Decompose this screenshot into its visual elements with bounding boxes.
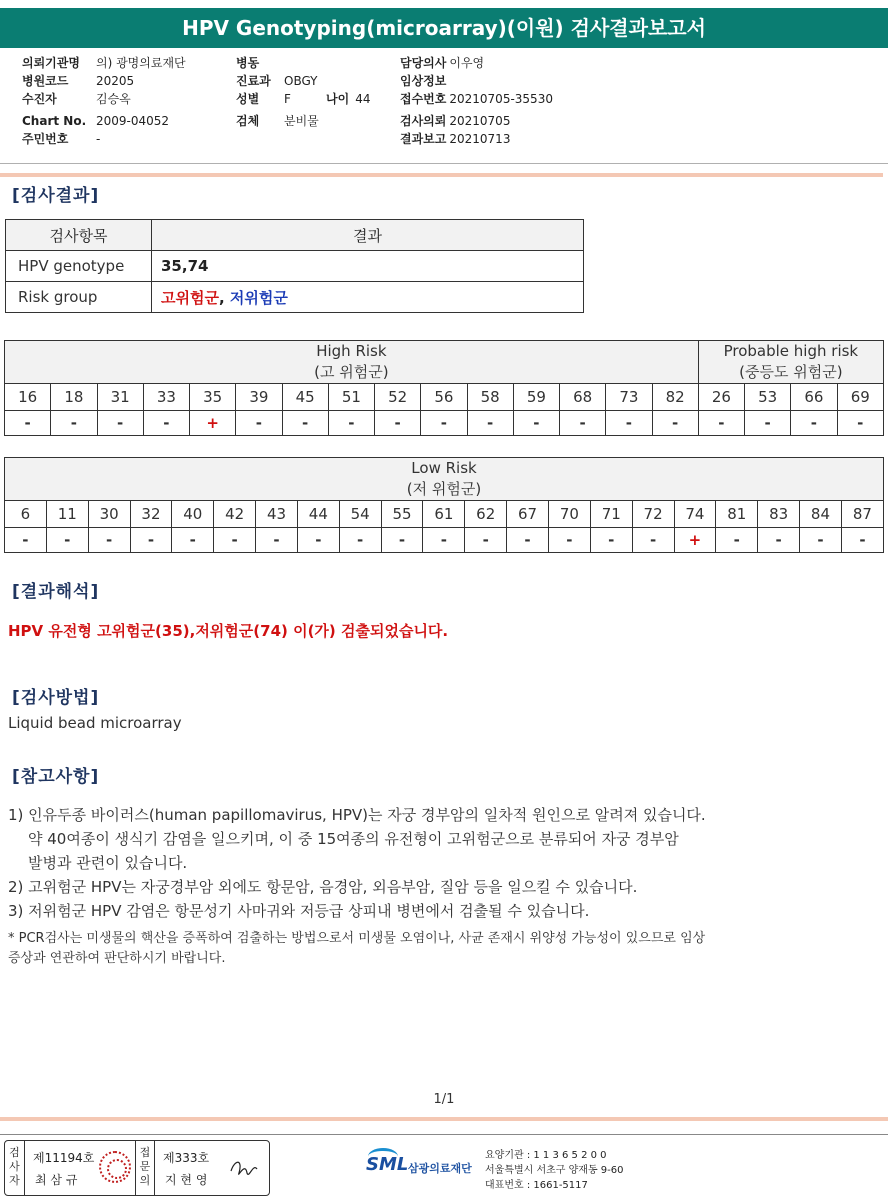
genotype-cell: 32	[130, 501, 172, 528]
result-table	[5, 219, 584, 313]
genotype-cell: 71	[590, 501, 632, 528]
result-mark: -	[800, 528, 842, 553]
genotype-cell: 61	[423, 501, 465, 528]
info-value: 20210713	[449, 132, 511, 146]
result-mark: -	[423, 528, 465, 553]
result-mark: -	[507, 528, 549, 553]
genotype-cell: 68	[560, 384, 606, 411]
footnote-line: * PCR검사는 미생물의 핵산을 증폭하여 검출하는 방법으로서 미생물 오염이나, 사균 존재시 위양성 가능성이 있으므로 임상	[8, 931, 706, 946]
info-value: 분비물	[284, 114, 319, 128]
genotype-value: 35,74	[152, 251, 584, 282]
table-row	[5, 341, 884, 384]
risk-separator: ,	[218, 288, 230, 307]
genotype-cell: 66	[791, 384, 837, 411]
section-notes-title: [참고사항]	[12, 767, 100, 787]
genotype-cell: 11	[46, 501, 88, 528]
genotype-cell: 53	[745, 384, 791, 411]
result-mark: -	[467, 411, 513, 436]
note-item: 발병과 관련이 있습니다.	[28, 854, 188, 872]
result-mark: -	[716, 528, 758, 553]
info-row	[236, 112, 319, 130]
section-interpretation-title: [결과해석]	[12, 582, 100, 602]
info-label: 병원코드	[22, 74, 69, 88]
result-mark: -	[130, 528, 172, 553]
sml-logo	[366, 1148, 486, 1188]
genotype-cell: 52	[375, 384, 421, 411]
info-row	[22, 90, 131, 108]
header-line: Low Risk	[411, 459, 477, 477]
footnote-line: 증상과 연관하여 판단하시기 바랍니다.	[8, 951, 226, 966]
specialist-license: 제333호	[163, 1151, 210, 1165]
probable-risk-header	[698, 341, 883, 384]
genotype-cell: 43	[256, 501, 298, 528]
table-row	[5, 501, 884, 528]
result-mark: -	[465, 528, 507, 553]
organization-info	[485, 1148, 624, 1193]
result-mark: -	[652, 411, 698, 436]
header-line: (저 위험군)	[406, 480, 482, 498]
table-row	[6, 251, 584, 282]
info-row	[22, 112, 169, 130]
info-label: 결과보고	[400, 132, 447, 146]
age-value: 44	[355, 92, 371, 106]
risk-group-value	[152, 282, 584, 313]
info-row	[236, 72, 318, 90]
result-mark: -	[791, 411, 837, 436]
org-line: 서울특별시 서초구 양재동 9-60	[485, 1165, 624, 1176]
genotype-cell: 45	[282, 384, 328, 411]
result-mark: -	[172, 528, 214, 553]
result-mark: -	[837, 411, 884, 436]
divider	[0, 173, 883, 177]
info-row	[22, 130, 100, 148]
result-mark: -	[214, 528, 256, 553]
table-row	[5, 411, 884, 436]
result-mark: -	[5, 411, 51, 436]
genotype-cell: 82	[652, 384, 698, 411]
result-mark: -	[88, 528, 130, 553]
note-item: 3) 저위험군 HPV 감염은 항문성기 사마귀와 저등급 상피내 병변에서 검출될 수 있습니다.	[8, 902, 590, 920]
result-mark: -	[297, 528, 339, 553]
genotype-cell: 35	[190, 384, 236, 411]
info-value: -	[96, 132, 101, 146]
table-row	[5, 458, 884, 501]
pcr-footnote	[8, 929, 868, 969]
genotype-cell: 42	[214, 501, 256, 528]
org-line: 요양기관 : 1 1 3 6 5 2 0 0	[485, 1150, 607, 1161]
info-label: 담당의사	[400, 56, 447, 70]
genotype-cell: 39	[236, 384, 282, 411]
info-value: F	[284, 92, 291, 106]
result-mark: -	[548, 528, 590, 553]
genotype-cell: 51	[328, 384, 374, 411]
result-mark: -	[282, 411, 328, 436]
risk-low: 저위험군	[229, 288, 288, 307]
genotype-cell: 54	[339, 501, 381, 528]
result-mark: -	[51, 411, 97, 436]
genotype-cell: 6	[5, 501, 47, 528]
genotype-cell: 74	[674, 501, 716, 528]
examiner-name: 최 삼 규	[35, 1173, 78, 1187]
low-risk-table	[4, 457, 884, 553]
genotype-cell: 73	[606, 384, 652, 411]
genotype-cell: 70	[548, 501, 590, 528]
result-mark: +	[674, 528, 716, 553]
signature-icon	[227, 1153, 263, 1183]
genotype-cell: 87	[841, 501, 883, 528]
info-value: 20205	[96, 74, 135, 88]
divider	[0, 163, 888, 164]
info-label: 병동	[236, 56, 260, 70]
genotype-cell: 18	[51, 384, 97, 411]
info-row	[22, 72, 134, 90]
info-value: OBGY	[284, 74, 318, 88]
section-method-title: [검사방법]	[12, 688, 100, 708]
seal-icon	[99, 1151, 131, 1183]
info-value: 2009-04052	[96, 114, 170, 128]
result-mark: -	[560, 411, 606, 436]
info-label: 검사의뢰	[400, 114, 447, 128]
table-header: 검사항목	[6, 220, 152, 251]
note-item: 2) 고위험군 HPV는 자궁경부암 외에도 항문암, 음경암, 외음부암, 질암 등을 일으킬 수 있습니다.	[8, 878, 638, 896]
info-label: 진료과	[236, 74, 271, 88]
result-mark: -	[339, 528, 381, 553]
result-mark: -	[421, 411, 467, 436]
genotype-cell: 81	[716, 501, 758, 528]
specialist-label	[135, 1141, 155, 1195]
examiner-label	[5, 1141, 25, 1195]
info-label: 접수번호	[400, 92, 447, 106]
logo-name: 삼광의료재단	[408, 1162, 472, 1175]
divider	[0, 1134, 888, 1135]
header-line: (고 위험군)	[314, 363, 389, 381]
result-mark: -	[745, 411, 791, 436]
info-value: 이우영	[449, 56, 485, 70]
result-mark: -	[606, 411, 652, 436]
high-risk-header	[5, 341, 699, 384]
info-label: 수진자	[22, 92, 57, 106]
info-label: 성별	[236, 92, 260, 106]
table-row	[5, 384, 884, 411]
info-row	[236, 90, 291, 108]
risk-group-label: Risk group	[6, 282, 152, 313]
info-value: 김승옥	[96, 92, 131, 106]
info-label: 의뢰기관명	[22, 56, 80, 70]
genotype-cell: 83	[758, 501, 800, 528]
genotype-cell: 62	[465, 501, 507, 528]
report-title: HPV Genotyping(microarray)(이원) 검사결과보고서	[0, 8, 888, 48]
result-mark: -	[97, 411, 143, 436]
table-row	[6, 220, 584, 251]
info-value: 20210705-35530	[449, 92, 553, 106]
result-mark: -	[256, 528, 298, 553]
examiner-license: 제11194호	[33, 1151, 95, 1165]
note-item: 약 40여종이 생식기 감염을 일으키며, 이 중 15여종의 유전형이 고위험군으로 분류되어 자궁 경부암	[28, 830, 679, 848]
info-row	[400, 90, 553, 108]
info-row	[22, 54, 186, 72]
info-row	[400, 130, 510, 148]
genotype-cell: 58	[467, 384, 513, 411]
genotype-cell: 40	[172, 501, 214, 528]
result-mark: -	[46, 528, 88, 553]
header-line: High Risk	[316, 342, 387, 360]
result-mark: -	[698, 411, 744, 436]
info-row	[326, 90, 370, 108]
table-row	[6, 282, 584, 313]
info-value: 20210705	[449, 114, 511, 128]
info-label: Chart No.	[22, 114, 87, 128]
result-mark: -	[590, 528, 632, 553]
result-mark: -	[143, 411, 189, 436]
genotype-cell: 59	[513, 384, 559, 411]
result-mark: -	[841, 528, 883, 553]
section-result-title: [검사결과]	[12, 186, 100, 206]
result-mark: -	[758, 528, 800, 553]
result-mark: -	[381, 528, 423, 553]
result-mark: -	[328, 411, 374, 436]
genotype-cell: 44	[297, 501, 339, 528]
genotype-cell: 55	[381, 501, 423, 528]
genotype-cell: 84	[800, 501, 842, 528]
risk-high: 고위험군	[161, 288, 219, 307]
specialist-name: 지 현 영	[165, 1173, 208, 1187]
header-line: (중등도 위험군)	[739, 363, 843, 381]
info-row	[400, 72, 449, 90]
info-row	[236, 54, 284, 72]
genotype-cell: 72	[632, 501, 674, 528]
patient-info	[0, 54, 888, 154]
result-mark: -	[5, 528, 47, 553]
signature-box	[4, 1140, 270, 1196]
table-header: 결과	[152, 220, 584, 251]
genotype-cell: 67	[507, 501, 549, 528]
result-mark: -	[236, 411, 282, 436]
method-text: Liquid bead microarray	[8, 714, 182, 732]
genotype-label: HPV genotype	[6, 251, 152, 282]
note-item: 1) 인유두종 바이러스(human papillomavirus, HPV)는 자궁 경부암의 일차적 원인으로 알려져 있습니다.	[8, 806, 706, 824]
genotype-cell: 30	[88, 501, 130, 528]
genotype-cell: 56	[421, 384, 467, 411]
org-line: 대표번호 : 1661-5117	[485, 1180, 588, 1191]
genotype-cell: 16	[5, 384, 51, 411]
info-row	[400, 54, 484, 72]
interpretation-text: HPV 유전형 고위험군(35),저위험군(74) 이(가) 검출되었습니다.	[8, 622, 449, 640]
genotype-cell: 33	[143, 384, 189, 411]
genotype-cell: 26	[698, 384, 744, 411]
age-label: 나이	[326, 92, 350, 106]
vertical-label: 접 문 의	[139, 1146, 151, 1187]
logo-mark: SML	[366, 1154, 409, 1175]
vertical-label: 검 사 자	[9, 1146, 20, 1187]
table-row	[5, 528, 884, 553]
result-mark: -	[375, 411, 421, 436]
result-mark: -	[632, 528, 674, 553]
result-mark: +	[190, 411, 236, 436]
page-number: 1/1	[433, 1092, 455, 1107]
low-risk-header	[5, 458, 884, 501]
genotype-cell: 69	[837, 384, 884, 411]
info-value: 의) 광명의료재단	[96, 56, 186, 70]
info-label: 임상정보	[400, 74, 447, 88]
high-risk-table	[4, 340, 884, 436]
info-label: 검체	[236, 114, 260, 128]
notes-list	[8, 803, 706, 923]
info-row	[400, 112, 510, 130]
info-label: 주민번호	[22, 132, 69, 146]
divider	[0, 1117, 888, 1121]
header-line: Probable high risk	[723, 342, 859, 360]
result-mark: -	[513, 411, 559, 436]
genotype-cell: 31	[97, 384, 143, 411]
